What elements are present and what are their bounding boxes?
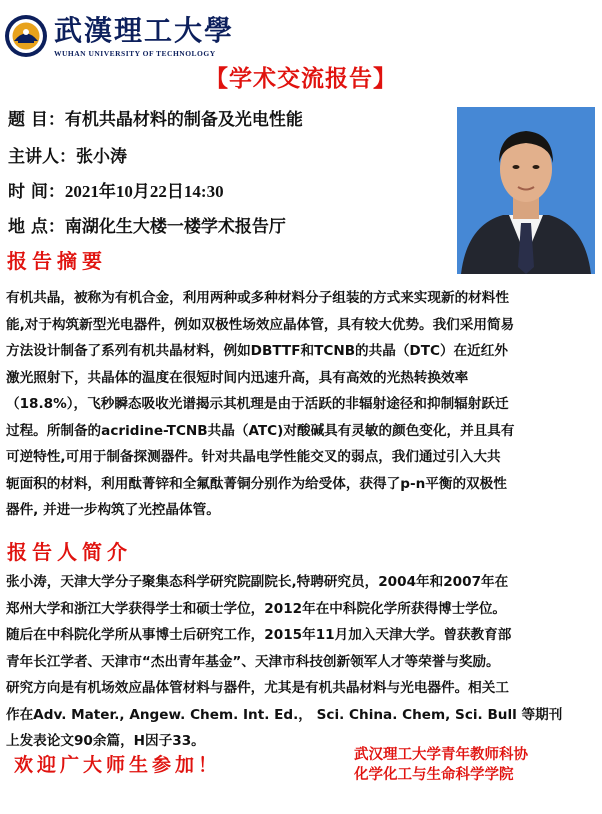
- bio-line: 张小涛，天津大学分子聚集态科学研究院副院长,特聘研究员，2004年和2007年在: [6, 574, 509, 590]
- university-logo: [4, 14, 235, 62]
- abstract-line: 过程。所制备的acridine-TCNB共晶（ATC)对酸碱具有灵敏的颜色变化，并且具有: [6, 422, 515, 439]
- info-location: [8, 215, 286, 239]
- bio-line: 上发表论文90余篇，H因子33。: [6, 733, 205, 749]
- abstract-line: 有机共晶，被称为有机合金，利用两种或多种材料分子组装的方式来实现新的材料性: [6, 290, 509, 306]
- abstract-line: 激光照射下，共晶体的温度在很短时间内迅速升高，具有高效的光热转换效率: [6, 369, 469, 386]
- abstract-line: 器件, 并进一步构筑了光控晶体管。: [6, 502, 220, 518]
- bio-heading: 报告人简介: [7, 540, 132, 564]
- abstract-line: 轭面积的材料，利用酞菁锌和全氟酞菁铜分别作为给受体，获得了p-n平衡的双极性: [6, 475, 507, 492]
- info-topic: [8, 108, 303, 132]
- abstract-line: 能,对于构筑新型光电器件，例如双极性场效应晶体管，具有较大优势。我们采用简易: [6, 316, 515, 333]
- abstract-line: （18.8%），飞秒瞬态吸收光谱揭示其机理是由于活跃的非辐射途径和抑制辐射跃迁: [6, 396, 509, 412]
- university-emblem-icon: [4, 14, 48, 58]
- organizer-name: 化学化工与生命科学学院: [354, 767, 514, 783]
- info-value: 南湖化生大楼一楼学术报告厅: [64, 217, 286, 237]
- speaker-photo: [457, 107, 595, 274]
- info-label: 主讲人：: [8, 147, 76, 167]
- abstract-text: [6, 285, 598, 524]
- university-name-cn: 武漢理工大學: [54, 14, 235, 47]
- info-value: 有机共晶材料的制备及光电性能: [64, 110, 303, 130]
- info-time: [8, 180, 224, 204]
- info-label: 时 间：: [8, 182, 65, 202]
- organizers: [354, 745, 528, 785]
- poster-title: 【学术交流报告】: [205, 66, 397, 92]
- abstract-line: 可逆特性,可用于制备探测器件。针对共晶电学性能交叉的弱点，我们通过引入大共: [6, 449, 501, 465]
- bio-line: 青年长江学者、天津市“杰出青年基金”、天津市科技创新领军人才等荣誉与奖励。: [6, 653, 500, 670]
- info-value: 张小涛: [76, 147, 127, 167]
- abstract-heading: 报告摘要: [7, 249, 107, 273]
- bio-line: 郑州大学和浙江大学获得学士和硕士学位，2012年在中科院化学所获得博士学位。: [6, 600, 507, 617]
- bio-text: [6, 569, 598, 755]
- bio-line: 研究方向是有机场效应晶体管材料与器件，尤其是有机共晶材料与光电器件。相关工: [6, 680, 509, 696]
- info-label: 题 目：: [8, 110, 65, 130]
- welcome-message: 欢迎广大师生参加！: [14, 754, 222, 776]
- bio-line: 随后在中科院化学所从事博士后研究工作，2015年11月加入天津大学。曾获教育部: [6, 627, 512, 643]
- info-speaker: [8, 145, 127, 169]
- info-value: 2021年10月22日14:30: [64, 182, 224, 201]
- organizer-name: 武汉理工大学青年教师科协: [354, 747, 528, 763]
- abstract-line: 方法设计制备了系列有机共晶材料，例如DBTTF和TCNB的共晶（DTC）在近红外: [6, 343, 508, 359]
- university-name-en: WUHAN UNIVERSITY OF TECHNOLOGY: [54, 49, 216, 58]
- bio-line: 作在Adv. Mater., Angew. Chem. Int. Ed.， Sci. China. Chem, Sci. Bull 等期刊: [6, 706, 563, 723]
- info-label: 地 点：: [8, 217, 65, 237]
